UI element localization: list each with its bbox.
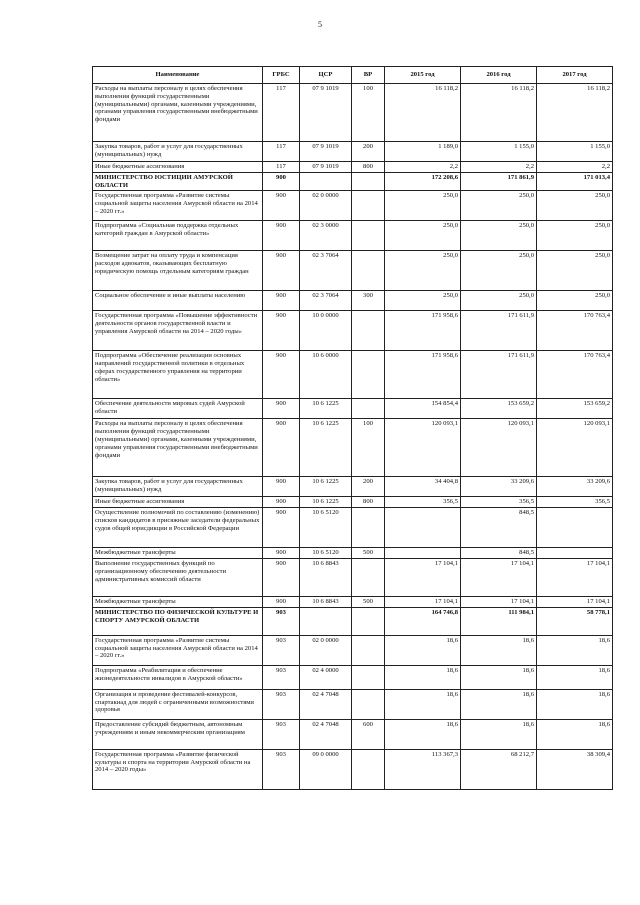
cell-csr: [300, 172, 352, 191]
cell-2017: 250,0: [537, 251, 613, 291]
cell-csr: 07 9 1019: [300, 142, 352, 162]
cell-grbs: 117: [263, 162, 300, 173]
cell-2016: 171 611,9: [461, 351, 537, 399]
cell-2017: [537, 508, 613, 548]
cell-vr: [352, 311, 385, 351]
cell-vr: 300: [352, 291, 385, 311]
cell-2015: 16 118,2: [385, 84, 461, 142]
cell-vr: [352, 558, 385, 596]
cell-2015: 250,0: [385, 291, 461, 311]
cell-2015: 17 104,1: [385, 596, 461, 607]
cell-2015: 18,6: [385, 635, 461, 665]
header-2016: 2016 год: [461, 67, 537, 84]
cell-grbs: 900: [263, 596, 300, 607]
cell-2016: 250,0: [461, 251, 537, 291]
cell-grbs: 900: [263, 221, 300, 251]
table-header-row: [93, 67, 613, 84]
cell-csr: 10 6 1225: [300, 497, 352, 508]
cell-csr: 02 0 0000: [300, 635, 352, 665]
cell-grbs: 900: [263, 251, 300, 291]
cell-grbs: 117: [263, 142, 300, 162]
cell-2017: 38 309,4: [537, 749, 613, 789]
cell-csr: 07 9 1019: [300, 162, 352, 173]
cell-2015: 171 958,6: [385, 351, 461, 399]
header-grbs: ГРБС: [263, 67, 300, 84]
cell-csr: 02 4 0000: [300, 665, 352, 689]
cell-2015: 34 404,8: [385, 477, 461, 497]
cell-grbs: 900: [263, 172, 300, 191]
cell-grbs: 903: [263, 689, 300, 719]
cell-name: МИНИСТЕРСТВО ПО ФИЗИЧЕСКОЙ КУЛЬТУРЕ И СПОРТУ АМУРСКОЙ ОБЛАСТИ: [93, 607, 263, 635]
cell-2015: 113 367,3: [385, 749, 461, 789]
cell-grbs: 903: [263, 607, 300, 635]
cell-csr: 02 3 7064: [300, 251, 352, 291]
cell-grbs: 903: [263, 719, 300, 749]
cell-vr: 100: [352, 419, 385, 477]
table-row: [93, 351, 613, 399]
cell-2017: 33 209,6: [537, 477, 613, 497]
cell-grbs: 900: [263, 558, 300, 596]
cell-grbs: 900: [263, 477, 300, 497]
cell-grbs: 900: [263, 311, 300, 351]
cell-vr: 500: [352, 596, 385, 607]
header-2017: 2017 год: [537, 67, 613, 84]
cell-vr: [352, 689, 385, 719]
cell-grbs: 900: [263, 497, 300, 508]
cell-2015: 171 958,6: [385, 311, 461, 351]
cell-csr: 02 3 0000: [300, 221, 352, 251]
cell-name: Расходы на выплаты персоналу в целях обеспечения выполнения функций государственными (муниципальными) органами, казенными учреждениями, органами управления государственными внебюджетными фондами: [93, 84, 263, 142]
cell-2017: 18,6: [537, 635, 613, 665]
cell-2017: 250,0: [537, 191, 613, 221]
cell-csr: 10 6 8843: [300, 596, 352, 607]
cell-2017: 17 104,1: [537, 596, 613, 607]
table-row: [93, 719, 613, 749]
cell-2016: 250,0: [461, 191, 537, 221]
table-row: [93, 162, 613, 173]
cell-vr: 200: [352, 477, 385, 497]
cell-vr: [352, 399, 385, 419]
cell-vr: 500: [352, 548, 385, 559]
cell-grbs: 903: [263, 749, 300, 789]
cell-2017: 120 093,1: [537, 419, 613, 477]
cell-grbs: 900: [263, 508, 300, 548]
cell-vr: 200: [352, 142, 385, 162]
cell-2016: 18,6: [461, 689, 537, 719]
cell-2016: 120 093,1: [461, 419, 537, 477]
cell-name: Социальное обеспечение и иные выплаты населению: [93, 291, 263, 311]
cell-grbs: 900: [263, 399, 300, 419]
cell-2016: 171 611,9: [461, 311, 537, 351]
cell-name: Иные бюджетные ассигнования: [93, 162, 263, 173]
cell-2017: 17 104,1: [537, 558, 613, 596]
cell-vr: [352, 251, 385, 291]
cell-2016: 68 212,7: [461, 749, 537, 789]
cell-name: Межбюджетные трансферты: [93, 596, 263, 607]
cell-vr: [352, 221, 385, 251]
cell-2015: 164 746,8: [385, 607, 461, 635]
cell-2015: 172 208,6: [385, 172, 461, 191]
cell-2015: 17 104,1: [385, 558, 461, 596]
cell-2015: 18,6: [385, 719, 461, 749]
cell-2016: 848,5: [461, 548, 537, 559]
cell-2016: 153 659,2: [461, 399, 537, 419]
cell-2017: 18,6: [537, 719, 613, 749]
cell-2016: 1 155,0: [461, 142, 537, 162]
cell-2015: 18,6: [385, 665, 461, 689]
table-row: [93, 142, 613, 162]
cell-name: Государственная программа «Развитие физической культуры и спорта на территории Амурской области на 2014 – 2020 годы»: [93, 749, 263, 789]
cell-csr: 10 6 5120: [300, 548, 352, 559]
cell-vr: 600: [352, 719, 385, 749]
cell-name: Закупка товаров, работ и услуг для государственных (муниципальных) нужд: [93, 477, 263, 497]
cell-csr: 10 6 1225: [300, 419, 352, 477]
cell-name: Подпрограмма «Обеспечение реализации основных направлений государственной политики в отдельных сферах государственного управления на территории области»: [93, 351, 263, 399]
cell-2017: 58 778,1: [537, 607, 613, 635]
cell-name: МИНИСТЕРСТВО ЮСТИЦИИ АМУРСКОЙ ОБЛАСТИ: [93, 172, 263, 191]
cell-grbs: 903: [263, 665, 300, 689]
cell-csr: 09 0 0000: [300, 749, 352, 789]
table-row: [93, 497, 613, 508]
cell-name: Организация и проведение фестивалей-конкурсов, спартакиад для людей с ограниченными возможностями здоровья: [93, 689, 263, 719]
cell-2017: 170 763,4: [537, 351, 613, 399]
cell-csr: 10 6 5120: [300, 508, 352, 548]
cell-2015: [385, 508, 461, 548]
cell-2016: 250,0: [461, 221, 537, 251]
cell-2017: 18,6: [537, 665, 613, 689]
cell-2016: 18,6: [461, 719, 537, 749]
page-number: 5: [318, 20, 322, 29]
cell-csr: 07 9 1019: [300, 84, 352, 142]
header-vr: ВР: [352, 67, 385, 84]
cell-name: Расходы на выплаты персоналу в целях обеспечения выполнения функций государственными (муниципальными) органами, казенными учреждениями, органами управления государственными внебюджетными фондами: [93, 419, 263, 477]
cell-2016: 17 104,1: [461, 596, 537, 607]
cell-2016: 18,6: [461, 665, 537, 689]
cell-2017: 170 763,4: [537, 311, 613, 351]
cell-2017: 356,5: [537, 497, 613, 508]
cell-2017: 171 013,4: [537, 172, 613, 191]
cell-2015: 2,2: [385, 162, 461, 173]
cell-2015: 250,0: [385, 191, 461, 221]
cell-name: Выполнение государственных функций по организационному обеспечению деятельности административных комиссий области: [93, 558, 263, 596]
cell-2017: 250,0: [537, 291, 613, 311]
table-row: [93, 596, 613, 607]
cell-vr: [352, 607, 385, 635]
table-row: [93, 635, 613, 665]
cell-2015: 250,0: [385, 251, 461, 291]
cell-grbs: 903: [263, 635, 300, 665]
cell-csr: 10 6 1225: [300, 477, 352, 497]
cell-csr: 10 6 8843: [300, 558, 352, 596]
cell-2017: 250,0: [537, 221, 613, 251]
cell-2017: 18,6: [537, 689, 613, 719]
header-csr: ЦСР: [300, 67, 352, 84]
cell-2016: 16 118,2: [461, 84, 537, 142]
cell-vr: 100: [352, 84, 385, 142]
cell-vr: [352, 191, 385, 221]
table-row: [93, 172, 613, 191]
cell-grbs: 900: [263, 191, 300, 221]
cell-name: Иные бюджетные ассигнования: [93, 497, 263, 508]
table-row: [93, 548, 613, 559]
cell-vr: 800: [352, 162, 385, 173]
cell-2016: 18,6: [461, 635, 537, 665]
table-row: [93, 689, 613, 719]
cell-csr: 02 4 7048: [300, 719, 352, 749]
cell-csr: 10 6 0000: [300, 351, 352, 399]
cell-2017: 153 659,2: [537, 399, 613, 419]
table-row: [93, 84, 613, 142]
cell-csr: 02 0 0000: [300, 191, 352, 221]
cell-name: Подпрограмма «Социальная поддержка отдельных категорий граждан в Амурской области»: [93, 221, 263, 251]
table-row: [93, 251, 613, 291]
cell-vr: [352, 351, 385, 399]
cell-grbs: 117: [263, 84, 300, 142]
cell-2016: 356,5: [461, 497, 537, 508]
table-row: [93, 607, 613, 635]
cell-2017: 1 155,0: [537, 142, 613, 162]
cell-csr: 10 0 0000: [300, 311, 352, 351]
cell-grbs: 900: [263, 548, 300, 559]
cell-2015: 154 854,4: [385, 399, 461, 419]
cell-2016: 111 984,1: [461, 607, 537, 635]
cell-name: Подпрограмма «Реабилитация и обеспечение жизнедеятельности инвалидов в Амурской области»: [93, 665, 263, 689]
cell-vr: [352, 749, 385, 789]
header-2015: 2015 год: [385, 67, 461, 84]
cell-csr: [300, 607, 352, 635]
table-row: [93, 665, 613, 689]
cell-2016: 33 209,6: [461, 477, 537, 497]
cell-2016: 2,2: [461, 162, 537, 173]
cell-2015: 250,0: [385, 221, 461, 251]
cell-2017: 2,2: [537, 162, 613, 173]
cell-2017: 16 118,2: [537, 84, 613, 142]
cell-2017: [537, 548, 613, 559]
table-row: [93, 399, 613, 419]
cell-csr: 02 4 7048: [300, 689, 352, 719]
header-name: Наименование: [93, 67, 263, 84]
cell-grbs: 900: [263, 351, 300, 399]
cell-2015: 1 189,0: [385, 142, 461, 162]
table-row: [93, 749, 613, 789]
table-row: [93, 291, 613, 311]
cell-vr: 800: [352, 497, 385, 508]
cell-grbs: 900: [263, 419, 300, 477]
cell-2016: 17 104,1: [461, 558, 537, 596]
cell-vr: [352, 665, 385, 689]
table-row: [93, 508, 613, 548]
cell-2015: 356,5: [385, 497, 461, 508]
cell-name: Закупка товаров, работ и услуг для государственных (муниципальных) нужд: [93, 142, 263, 162]
cell-name: Осуществление полномочий по составлению (изменению) списков кандидатов в присяжные заседатели федеральных судов общей юрисдикции в Российской Федерации: [93, 508, 263, 548]
cell-name: Государственная программа «Повышение эффективности деятельности органов государственной власти и управления Амурской области на 2014 – 2020 годы»: [93, 311, 263, 351]
cell-2016: 250,0: [461, 291, 537, 311]
cell-name: Обеспечение деятельности мировых судей Амурской области: [93, 399, 263, 419]
cell-vr: [352, 508, 385, 548]
cell-grbs: 900: [263, 291, 300, 311]
cell-2016: 171 861,9: [461, 172, 537, 191]
cell-name: Государственная программа «Развитие системы социальной защиты населения Амурской области на 2014 – 2020 гг.»: [93, 191, 263, 221]
budget-table: [92, 66, 613, 790]
table-row: [93, 477, 613, 497]
cell-name: Государственная программа «Развитие системы социальной защиты населения Амурской области на 2014 – 2020 гг.»: [93, 635, 263, 665]
cell-csr: 10 6 1225: [300, 399, 352, 419]
cell-vr: [352, 172, 385, 191]
table-row: [93, 558, 613, 596]
cell-vr: [352, 635, 385, 665]
cell-2015: 120 093,1: [385, 419, 461, 477]
table-row: [93, 221, 613, 251]
cell-name: Возмещение затрат на оплату труда и компенсация расходов адвокатов, оказывающих бесплатную юридическую помощь отдельным категориям граждан: [93, 251, 263, 291]
cell-2015: 18,6: [385, 689, 461, 719]
table-body: [93, 84, 613, 790]
cell-name: Межбюджетные трансферты: [93, 548, 263, 559]
cell-csr: 02 3 7064: [300, 291, 352, 311]
table-row: [93, 311, 613, 351]
table-row: [93, 419, 613, 477]
cell-2016: 848,5: [461, 508, 537, 548]
cell-name: Предоставление субсидий бюджетным, автономным учреждениям и иным некоммерческим организациям: [93, 719, 263, 749]
cell-2015: [385, 548, 461, 559]
table-row: [93, 191, 613, 221]
